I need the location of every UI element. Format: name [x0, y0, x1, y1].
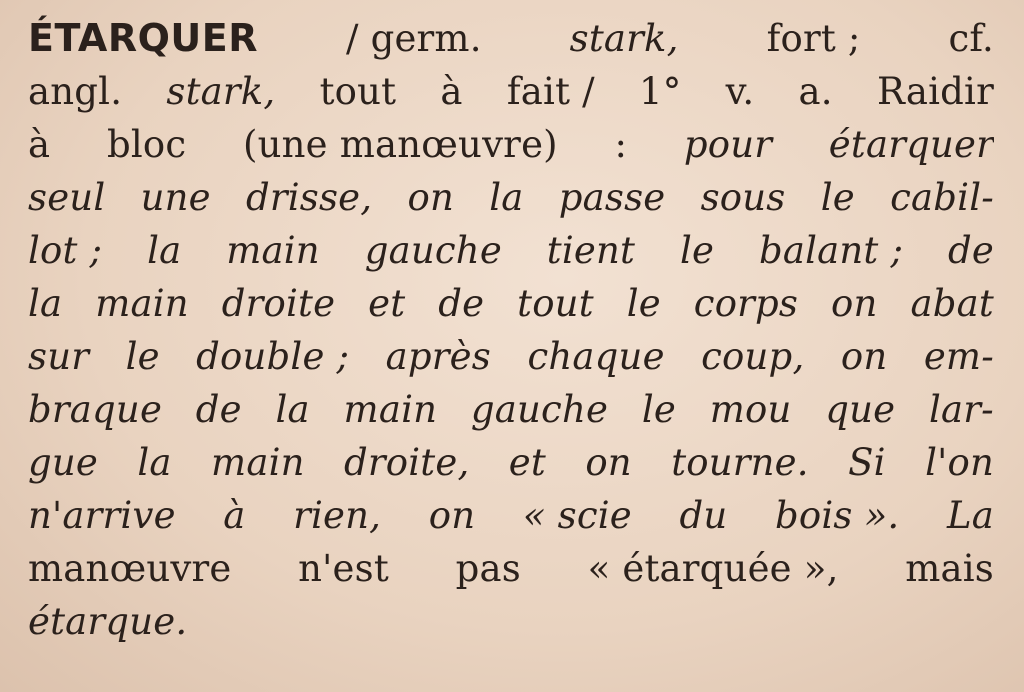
italic-text: « scie	[522, 494, 632, 537]
italic-text: lar-	[929, 388, 994, 431]
roman-text: pas	[455, 547, 521, 590]
italic-text: main	[343, 388, 438, 431]
italic-text: on	[407, 176, 454, 219]
italic-text: coup,	[701, 335, 805, 378]
roman-text: v.	[725, 70, 755, 113]
italic-text: on	[840, 335, 888, 378]
italic-text: le	[125, 335, 160, 378]
dictionary-entry	[28, 12, 994, 648]
roman-text: cf.	[948, 17, 994, 60]
entry-line	[28, 118, 994, 171]
italic-text: bois ».	[775, 494, 900, 537]
roman-text: :	[614, 123, 628, 166]
italic-text: gauche	[470, 388, 609, 431]
entry-line	[28, 65, 994, 118]
roman-text: fort ;	[766, 17, 861, 60]
italic-text: de	[195, 388, 242, 431]
roman-text: manœuvre	[28, 547, 232, 590]
roman-text: tout	[319, 70, 397, 113]
italic-text: la	[275, 388, 310, 431]
italic-text: on	[831, 282, 878, 325]
italic-text: la	[137, 441, 172, 484]
italic-text: et	[508, 441, 546, 484]
italic-text: balant ;	[758, 229, 904, 272]
entry-line	[28, 595, 994, 648]
entry-line	[28, 330, 994, 383]
roman-text: angl.	[28, 70, 123, 113]
italic-text: la	[489, 176, 524, 219]
roman-text: mais	[905, 547, 994, 590]
italic-text: tout	[517, 282, 594, 325]
roman-text: « étarquée »,	[587, 547, 839, 590]
entry-line	[28, 171, 994, 224]
entry-line	[28, 224, 994, 277]
roman-text: a.	[798, 70, 833, 113]
headword: ÉTARQUER	[28, 16, 258, 60]
italic-text: passe	[558, 176, 666, 219]
italic-text: mou	[709, 388, 792, 431]
roman-text: fait /	[506, 70, 595, 113]
entry-line	[28, 489, 994, 542]
italic-text: le	[820, 176, 855, 219]
italic-text: stark,	[569, 17, 679, 60]
italic-text: main	[226, 229, 320, 272]
italic-text: la	[28, 282, 63, 325]
italic-text: sous	[700, 176, 786, 219]
roman-text: à	[28, 123, 51, 166]
italic-text: le	[641, 388, 676, 431]
roman-text: bloc	[106, 123, 187, 166]
italic-text: Si	[848, 441, 886, 484]
entry-line	[28, 436, 994, 489]
italic-text: sur	[28, 335, 90, 378]
italic-text: stark,	[166, 70, 276, 113]
italic-text: droite	[221, 282, 336, 325]
italic-text: droite,	[344, 441, 470, 484]
italic-text: le	[679, 229, 715, 272]
roman-text: à	[440, 70, 463, 113]
italic-text: après	[385, 335, 491, 378]
entry-line	[28, 383, 994, 436]
roman-text: n'est	[298, 547, 389, 590]
entry-line	[28, 542, 994, 595]
italic-text: braque	[28, 388, 163, 431]
italic-text: on	[428, 494, 476, 537]
italic-text: étarque.	[28, 600, 188, 643]
italic-text: seul	[28, 176, 106, 219]
italic-text: du	[679, 494, 728, 537]
italic-text: rien,	[293, 494, 382, 537]
italic-text: et	[368, 282, 406, 325]
italic-text: La	[946, 494, 994, 537]
italic-text: lot ;	[28, 229, 103, 272]
italic-text: que	[825, 388, 896, 431]
italic-text: chaque	[527, 335, 665, 378]
italic-text: abat	[910, 282, 994, 325]
italic-text: de	[438, 282, 485, 325]
italic-text: main	[211, 441, 305, 484]
italic-text: cabil-	[890, 176, 994, 219]
italic-text: la	[147, 229, 182, 272]
roman-text: Raidir	[876, 70, 994, 113]
italic-text: pour	[683, 123, 773, 166]
italic-text: tourne.	[671, 441, 809, 484]
italic-text: drisse,	[245, 176, 373, 219]
italic-text: double ;	[196, 335, 350, 378]
italic-text: on	[585, 441, 632, 484]
entry-line	[28, 12, 994, 65]
italic-text: em-	[923, 335, 994, 378]
italic-text: de	[947, 229, 994, 272]
entry-line	[28, 277, 994, 330]
roman-text: 1°	[638, 70, 682, 113]
italic-text: n'arrive	[28, 494, 176, 537]
italic-text: main	[95, 282, 189, 325]
italic-text: à	[223, 494, 246, 537]
italic-text: tient	[546, 229, 636, 272]
italic-text: corps	[693, 282, 799, 325]
roman-text: / germ.	[345, 17, 482, 60]
italic-text: gue	[28, 441, 99, 484]
italic-text: étarquer	[828, 123, 994, 166]
roman-text: (une manœuvre)	[242, 123, 558, 166]
italic-text: une	[140, 176, 211, 219]
italic-text: l'on	[925, 441, 994, 484]
italic-text: le	[626, 282, 661, 325]
italic-text: gauche	[364, 229, 502, 272]
